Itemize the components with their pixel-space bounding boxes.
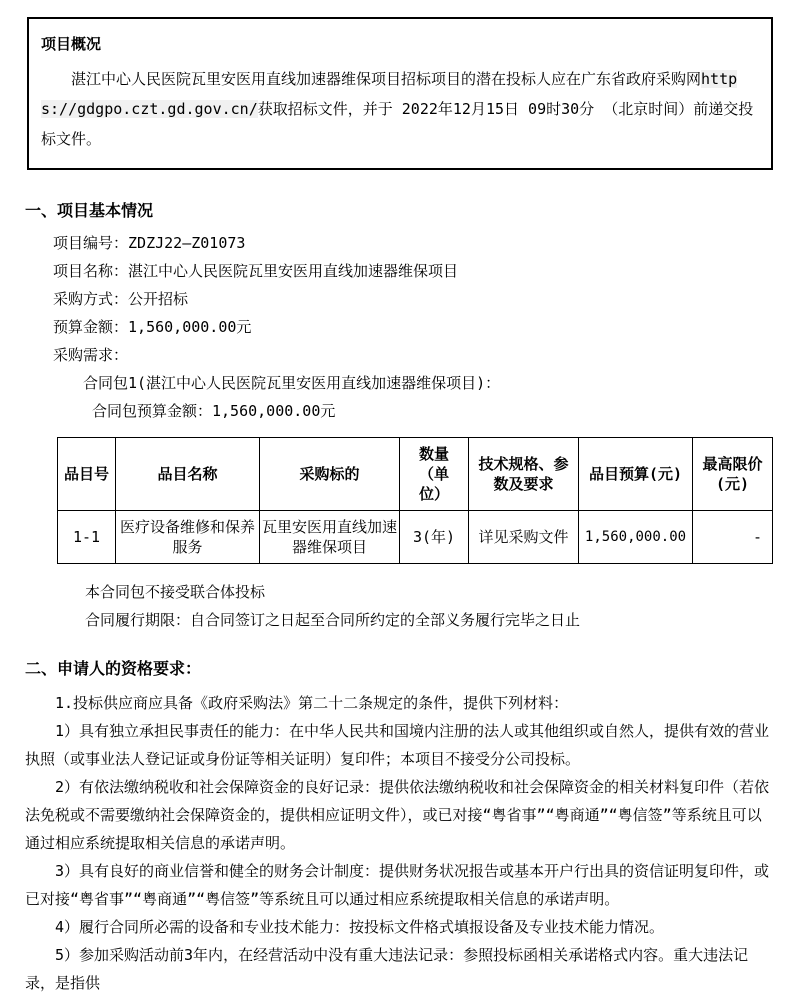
procurement-method-value: 公开招标 bbox=[128, 290, 189, 308]
cell-item-no: 1-1 bbox=[58, 511, 116, 564]
header-item-budget: 品目预算(元) bbox=[579, 438, 693, 511]
header-item-no: 品目号 bbox=[58, 438, 116, 511]
procurement-demand-label: 采购需求： bbox=[53, 346, 129, 364]
project-number-label: 项目编号： bbox=[53, 234, 129, 252]
overview-paragraph bbox=[41, 64, 759, 154]
budget-amount-label: 预算金额： bbox=[53, 318, 129, 336]
requirement-paragraph-1: 1）具有独立承担民事责任的能力：在中华人民共和国境内注册的法人或其他组织或自然人，提供有效的营业执照（或事业法人登记证或身份证等相关证明）复印件；本项目不接受分公司投标。 bbox=[25, 722, 770, 768]
procurement-method-label: 采购方式： bbox=[53, 290, 129, 308]
no-consortium-note: 本合同包不接受联合体投标 bbox=[85, 583, 266, 601]
header-tech-spec: 技术规格、参数及要求 bbox=[469, 438, 579, 511]
table-header-row bbox=[58, 438, 773, 511]
contract-package-line: 合同包1(湛江中心人民医院瓦里安医用直线加速器维保项目)： bbox=[83, 374, 501, 392]
table-row bbox=[58, 511, 773, 564]
cell-item-name: 医疗设备维修和保养服务 bbox=[116, 511, 260, 564]
requirement-paragraph-3: 3）具有良好的商业信誉和健全的财务会计制度：提供财务状况报告或基本开户行出具的资信证明复印件，或已对接“粤省事”“粤商通”“粤信签”等系统且可以通过相应系统提取相关信息的承诺声明。 bbox=[25, 862, 770, 908]
procurement-demand-line bbox=[53, 341, 800, 369]
cell-procurement-target: 瓦里安医用直线加速器维保项目 bbox=[260, 511, 400, 564]
requirement-paragraph-5: 5）参加采购活动前3年内，在经营活动中没有重大违法记录：参照投标函相关承诺格式内容。重大违法记录，是指供 bbox=[25, 946, 749, 992]
project-overview-box bbox=[27, 17, 773, 170]
project-number-value: ZDZJ22—Z01073 bbox=[128, 234, 246, 252]
contract-package-budget-line: 合同包预算金额：1,560,000.00元 bbox=[92, 402, 336, 420]
budget-amount-line bbox=[53, 313, 800, 341]
project-number-line bbox=[53, 229, 800, 257]
overview-text-after-url: 获取招标文件，并于 2022年12月15日 09时30分 （北京时间）前递交投标文件。 bbox=[41, 100, 754, 148]
header-quantity-unit: 数量（单位） bbox=[400, 438, 469, 511]
cell-quantity-unit: 3(年) bbox=[400, 511, 469, 564]
section1-heading: 一、项目基本情况 bbox=[25, 201, 154, 220]
budget-amount-value: 1,560,000.00元 bbox=[128, 318, 252, 336]
contract-period-note: 合同履行期限：自合同签订之日起至合同所约定的全部义务履行完毕之日止 bbox=[85, 611, 581, 629]
cell-item-budget: 1,560,000.00 bbox=[579, 511, 693, 564]
header-item-name: 品目名称 bbox=[116, 438, 260, 511]
cell-tech-spec: 详见采购文件 bbox=[469, 511, 579, 564]
overview-text-before-url: 湛江中心人民医院瓦里安医用直线加速器维保项目招标项目的潜在投标人应在广东省政府采购网 bbox=[71, 70, 702, 88]
requirement-paragraph-4: 4）履行合同所必需的设备和专业技术能力：按投标文件格式填报设备及专业技术能力情况。 bbox=[55, 918, 665, 936]
project-name-label: 项目名称： bbox=[53, 262, 129, 280]
requirement-paragraph-intro: 1.投标供应商应具备《政府采购法》第二十二条规定的条件，提供下列材料： bbox=[55, 694, 569, 712]
procurement-method-line bbox=[53, 285, 800, 313]
header-procurement-target: 采购标的 bbox=[260, 438, 400, 511]
header-max-price: 最高限价(元) bbox=[693, 438, 773, 511]
overview-title: 项目概况 bbox=[41, 35, 102, 53]
project-name-value: 湛江中心人民医院瓦里安医用直线加速器维保项目 bbox=[128, 262, 459, 280]
section2-heading: 二、申请人的资格要求： bbox=[25, 659, 202, 678]
project-name-line bbox=[53, 257, 800, 285]
cell-max-price: - bbox=[693, 511, 773, 564]
procurement-portal-url[interactable]: https://gdgpo.czt.gd.gov.cn/ bbox=[41, 70, 738, 118]
items-table bbox=[57, 437, 773, 564]
requirement-paragraph-2: 2）有依法缴纳税收和社会保障资金的良好记录：提供依法缴纳税收和社会保障资金的相关材料复印件（若依法免税或不需要缴纳社会保障资金的，提供相应证明文件），或已对接“粤省事”“粤商通”“粤信签”等系统且可以通过相应系统提取相关信息的承诺声明。 bbox=[25, 778, 770, 852]
